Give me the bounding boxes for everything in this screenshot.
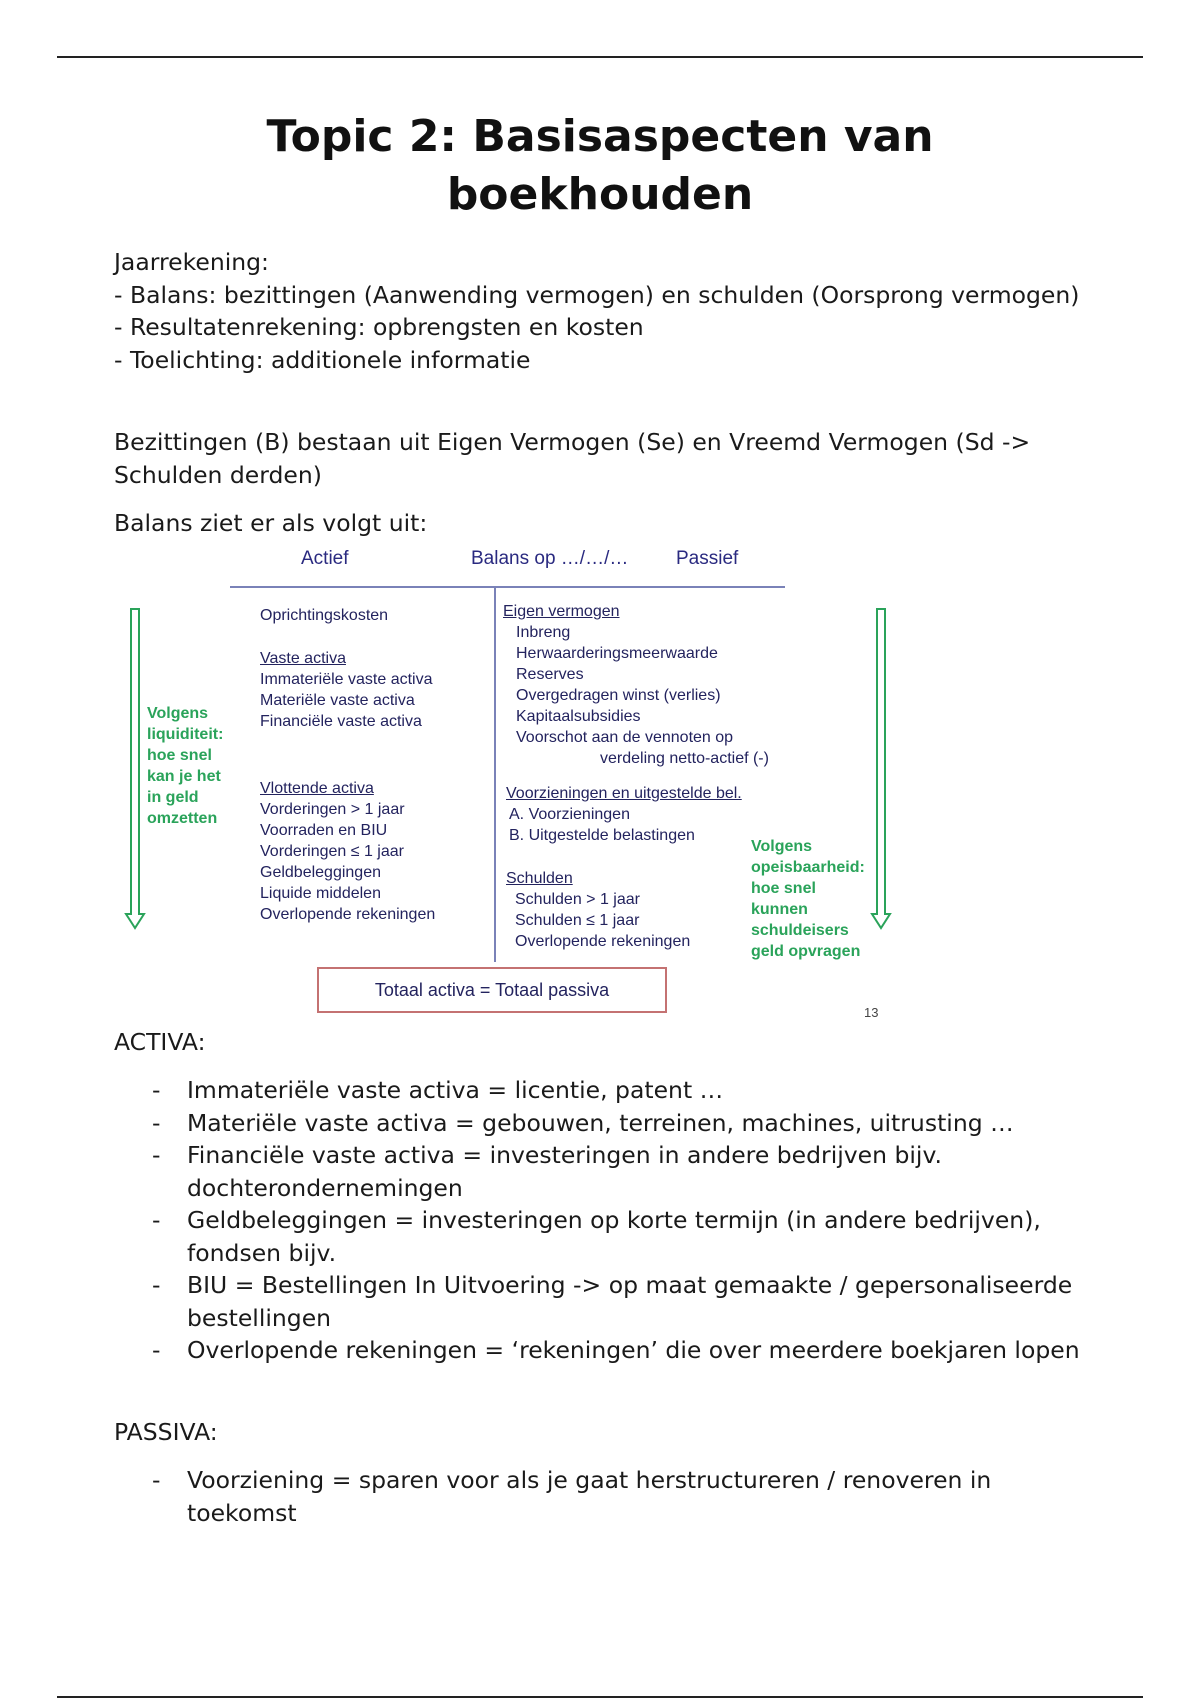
opeisbaarheid-line: kunnen (751, 901, 808, 918)
bezittingen-paragraph (114, 426, 1104, 491)
vlottende-activa-item: Liquide middelen (260, 885, 381, 902)
eigen-vermogen-item: Kapitaalsubsidies (516, 708, 641, 725)
oprichtingskosten: Oprichtingskosten (260, 607, 389, 624)
intro-block (114, 246, 1104, 376)
arrow-down-right-icon (870, 608, 892, 930)
eigen-vermogen-item: Inbreng (516, 624, 571, 641)
activa-heading-block (114, 1026, 1104, 1059)
list-item: - Materiële vaste activa = gebouwen, terreinen, machines, uitrusting … (114, 1107, 1104, 1140)
intro-heading: Jaarrekening: (114, 248, 269, 276)
opeisbaarheid-line: opeisbaarheid: (751, 859, 865, 876)
passiva-list-block (114, 1464, 1104, 1529)
liquiditeit-line: liquiditeit: (147, 726, 224, 743)
activa-heading: ACTIVA: (114, 1028, 206, 1056)
title-line-1: Topic 2: Basisaspecten van (266, 111, 934, 162)
bezittingen-text: Bezittingen (B) bestaan uit Eigen Vermogen (Se) en Vreemd Vermogen (Sd -> Schulden derden) (114, 428, 1031, 489)
bottom-rule (57, 1696, 1143, 1698)
diagram-header-balans: Balans op …/…/… (471, 548, 629, 569)
diagram-vertical-divider (494, 586, 496, 962)
balance-sheet-diagram (114, 540, 904, 1020)
totals-box (317, 967, 667, 1013)
vaste-activa-heading: Vaste activa (260, 650, 346, 667)
voorzieningen-item: A. Voorzieningen (509, 806, 630, 823)
liquiditeit-line: hoe snel (147, 747, 212, 764)
liquiditeit-line: in geld (147, 789, 199, 806)
opeisbaarheid-line: Volgens (751, 838, 813, 855)
list-item: - Immateriële vaste activa = licentie, patent … (114, 1074, 1104, 1107)
list-item: - Financiële vaste activa = investeringen in andere bedrijven bijv. dochterondernemingen (114, 1139, 1104, 1204)
opeisbaarheid-note (751, 836, 865, 962)
eigen-vermogen-item: Overgedragen winst (verlies) (516, 687, 721, 704)
vlottende-activa-heading: Vlottende activa (260, 780, 374, 797)
liquiditeit-line: Volgens (147, 705, 209, 722)
vlottende-activa-item: Voorraden en BIU (260, 822, 388, 839)
intro-line-resultaten: - Resultatenrekening: opbrengsten en kosten (114, 313, 644, 341)
activa-list (114, 1074, 1104, 1367)
slide-page-number: 13 (864, 1005, 879, 1020)
title-line-2: boekhouden (446, 169, 754, 220)
schulden-item: Schulden > 1 jaar (515, 891, 640, 908)
balans-label-block (114, 507, 1104, 540)
eigen-vermogen-item: Reserves (516, 666, 584, 683)
voorzieningen-item: B. Uitgestelde belastingen (509, 827, 695, 844)
opeisbaarheid-line: schuldeisers (751, 922, 849, 939)
list-item: - Overlopende rekeningen = ‘rekeningen’ die over meerdere boekjaren lopen (114, 1334, 1104, 1367)
vlottende-activa-item: Vorderingen ≤ 1 jaar (260, 843, 404, 860)
schulden-item: Overlopende rekeningen (515, 933, 691, 950)
arrow-down-left-icon (124, 608, 146, 930)
vlottende-activa-item: Overlopende rekeningen (260, 906, 436, 923)
list-item: - Voorziening = sparen voor als je gaat herstructureren / renoveren in toekomst (114, 1464, 1104, 1529)
vaste-activa-item: Immateriële vaste activa (260, 671, 433, 688)
list-item: - BIU = Bestellingen In Uitvoering -> op maat gemaakte / gepersonaliseerde bestellingen (114, 1269, 1104, 1334)
diagram-header-actief: Actief (301, 548, 349, 569)
passiva-heading: PASSIVA: (114, 1418, 218, 1446)
eigen-vermogen-item: Voorschot aan de vennoten op (516, 729, 734, 746)
intro-line-toelichting: - Toelichting: additionele informatie (114, 345, 531, 374)
liquiditeit-line: kan je het (147, 768, 221, 785)
eigen-vermogen-item: verdeling netto-actief (-) (600, 750, 769, 767)
page-title (100, 108, 1100, 224)
opeisbaarheid-line: hoe snel (751, 880, 816, 897)
activa-list-block (114, 1074, 1104, 1367)
schulden-item: Schulden ≤ 1 jaar (515, 912, 640, 929)
liquiditeit-line: omzetten (147, 810, 218, 827)
intro-line-balans: - Balans: bezittingen (Aanwending vermogen) en schulden (Oorsprong vermogen) (114, 280, 1080, 309)
opeisbaarheid-line: geld opvragen (751, 943, 861, 960)
vlottende-activa-item: Vorderingen > 1 jaar (260, 801, 405, 818)
vlottende-activa-item: Geldbeleggingen (260, 864, 381, 881)
diagram-horizontal-divider (230, 586, 785, 588)
passiva-heading-block (114, 1416, 1104, 1449)
passiva-list (114, 1464, 1104, 1529)
list-item: - Geldbeleggingen = investeringen op korte termijn (in andere bedrijven), fondsen bijv. (114, 1204, 1104, 1269)
top-rule (57, 56, 1143, 58)
liquiditeit-note (147, 703, 223, 829)
diagram-header-passief: Passief (676, 548, 739, 569)
voorzieningen-heading: Voorzieningen en uitgestelde bel. (506, 785, 742, 802)
totals-text: Totaal activa = Totaal passiva (374, 979, 610, 1000)
vaste-activa-item: Materiële vaste activa (260, 692, 415, 709)
balans-label: Balans ziet er als volgt uit: (114, 509, 428, 537)
schulden-heading: Schulden (506, 870, 573, 887)
eigen-vermogen-heading: Eigen vermogen (503, 603, 620, 620)
vaste-activa-item: Financiële vaste activa (260, 713, 422, 730)
eigen-vermogen-item: Herwaarderingsmeerwaarde (516, 645, 718, 662)
